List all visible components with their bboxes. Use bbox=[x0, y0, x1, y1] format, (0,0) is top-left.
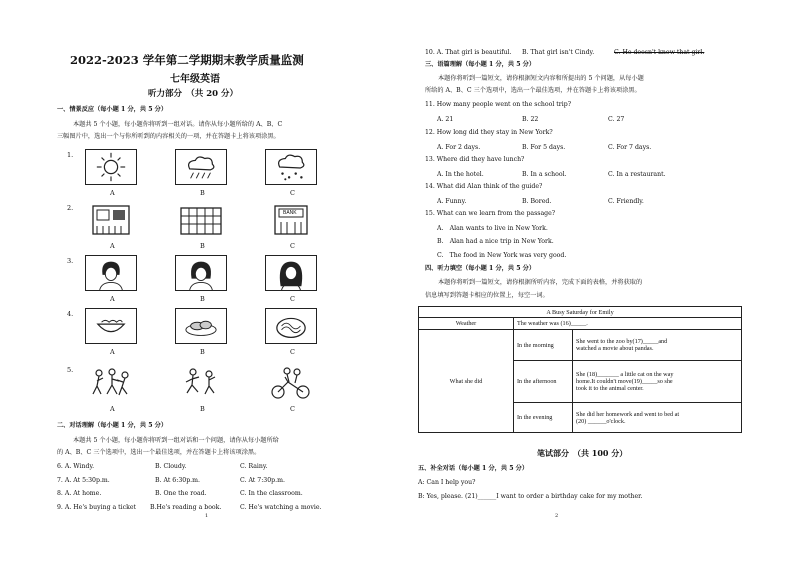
section1-instruction: 本题共 5 个小题，每小题你将听到一组对话。请你从每小题所给的 A、B、C bbox=[73, 121, 283, 128]
section2-instruction: 本题共 5 个小题，每小题你将听到一组对话和一个问题，请你从每小题所给 bbox=[73, 437, 279, 444]
option-label: B bbox=[200, 242, 205, 250]
question-option: C. Friendly. bbox=[608, 198, 644, 205]
option-label: C bbox=[290, 242, 295, 250]
table-cell-line: (20) ______o'clock. bbox=[576, 417, 626, 425]
question-option: B.He's reading a book. bbox=[150, 504, 222, 511]
option-label: C bbox=[290, 189, 295, 197]
question-option: 7. A. At 5:30p.m. bbox=[57, 477, 110, 484]
question-option: C. In the classroom. bbox=[240, 490, 303, 497]
section3-instruction: 本题你将听到一篇短文，请你根据短文内容和所提出的 5 个问题，从每小题 bbox=[438, 75, 644, 82]
question-option: C. In a restaurant. bbox=[608, 171, 666, 178]
question-option: B. 22 bbox=[522, 116, 539, 123]
people-cycling-icon bbox=[265, 364, 317, 400]
question-number: 2. bbox=[67, 204, 74, 212]
dialog-line: B: Yes, please. (21)______I want to order a birthday cake for my mother. bbox=[418, 493, 643, 500]
table-row-label: What she did bbox=[419, 330, 514, 433]
rain-cloud-icon bbox=[175, 149, 227, 185]
woman-long-hair-icon bbox=[265, 255, 317, 291]
table-cell bbox=[573, 403, 742, 433]
table-title: A Busy Saturday for Emily bbox=[419, 307, 742, 318]
section1-instruction: 三幅图片中，选出一个与你所听到的内容相关的一项，并在答题卡上将该项涂黑。 bbox=[57, 133, 280, 140]
question-text: 12. How long did they stay in New York? bbox=[425, 129, 553, 136]
question-text: 11. How many people went on the school trip? bbox=[425, 101, 572, 108]
gift-shop-icon bbox=[85, 202, 137, 238]
question-option: B. One the road. bbox=[155, 490, 207, 497]
option-label: B bbox=[200, 189, 205, 197]
question-option: B. That girl isn't Cindy. bbox=[522, 49, 595, 56]
bank-sign: BANK bbox=[283, 210, 297, 216]
table-cell-line: She went to the zoo by(17)_____and bbox=[576, 338, 668, 345]
table-row-label: In the afternoon bbox=[514, 361, 573, 403]
written-part-heading: 笔试部分 （共 100 分） bbox=[537, 448, 628, 458]
option-label: B bbox=[200, 295, 205, 303]
table-cell-line: She (18)_______ a little cat on the way bbox=[576, 371, 674, 378]
sun-icon bbox=[85, 149, 137, 185]
question-text: 15. What can we learn from the passage? bbox=[425, 210, 556, 217]
question-option: A. 21 bbox=[437, 116, 454, 123]
woman-bob-hair-icon bbox=[175, 255, 227, 291]
option-label: C bbox=[290, 295, 295, 303]
section4-heading: 四、听力填空（每小题 1 分，共 5 分） bbox=[425, 265, 536, 272]
question-option: A. Funny. bbox=[437, 198, 467, 205]
table-cell: The weather was (16)_____. bbox=[514, 318, 742, 330]
page-number: 1 bbox=[205, 513, 209, 519]
question-option: C. 27 bbox=[608, 116, 625, 123]
option-label: B bbox=[200, 348, 205, 356]
school-building-icon bbox=[175, 202, 227, 238]
question-option: C. He doesn't know that girl. bbox=[614, 49, 705, 56]
option-label: A bbox=[110, 295, 115, 303]
table-cell-line: took it to the animal center. bbox=[576, 385, 644, 392]
option-label: A bbox=[110, 348, 115, 356]
question-option: B. In a school. bbox=[522, 171, 567, 178]
bank-building-icon bbox=[265, 202, 317, 238]
table-row-label: In the morning bbox=[514, 330, 573, 361]
listening-heading: 听力部分 （共 20 分） bbox=[148, 89, 238, 99]
people-running-icon bbox=[175, 364, 227, 400]
question-option: A. In the hotel. bbox=[437, 171, 484, 178]
table-cell-line: watched a movie about pandas. bbox=[576, 345, 654, 352]
bowl-icon bbox=[85, 308, 137, 344]
option-label: C bbox=[290, 348, 295, 356]
question-option: B. Cloudy. bbox=[155, 463, 187, 470]
option-label: B bbox=[200, 405, 205, 413]
question-number: 5. bbox=[67, 366, 74, 374]
table-cell bbox=[573, 330, 742, 361]
question-option: C. At 7:30p.m. bbox=[240, 477, 285, 484]
crowd-scene-icon bbox=[85, 364, 137, 400]
exam-subtitle: 七年级英语 bbox=[170, 74, 220, 85]
question-text: 14. What did Alan think of the guide? bbox=[425, 183, 543, 190]
info-table bbox=[418, 306, 742, 433]
question-number: 4. bbox=[67, 310, 74, 318]
question-option: 10. A. That girl is beautiful. bbox=[425, 49, 512, 56]
table-row-label: In the evening bbox=[514, 403, 573, 433]
question-option: C. For 7 days. bbox=[608, 144, 652, 151]
page-number: 2 bbox=[555, 513, 559, 519]
option-label: A bbox=[110, 242, 115, 250]
question-option: C. He's watching a movie. bbox=[240, 504, 322, 511]
exam-title: 2022-2023 学年第二学期期末教学质量监测 bbox=[70, 53, 304, 67]
table-row-label: Weather bbox=[419, 318, 514, 330]
snow-cloud-icon bbox=[265, 149, 317, 185]
section3-instruction: 所给的 A、B、C 三个选项中，选出一个最佳选项，并在答题卡上将该项涂黑。 bbox=[425, 87, 641, 94]
option-label: A bbox=[110, 405, 115, 413]
dialog-line: A: Can I help you? bbox=[418, 479, 476, 486]
question-option: 9. A. He's buying a ticket bbox=[57, 504, 136, 511]
question-option: B. Bored. bbox=[522, 198, 552, 205]
woman-short-hair-icon bbox=[85, 255, 137, 291]
option-label: A bbox=[110, 189, 115, 197]
section1-heading: 一、情景反应（每小题 1 分，共 5 分） bbox=[57, 106, 168, 113]
table-cell-line: She did her homework and went to bed at bbox=[576, 410, 680, 418]
question-option: A. Alan wants to live in New York. bbox=[437, 225, 548, 232]
question-option: B. At 6:30p.m. bbox=[155, 477, 200, 484]
question-option: 6. A. Windy. bbox=[57, 463, 95, 470]
question-option: B. For 5 days. bbox=[522, 144, 566, 151]
question-number: 3. bbox=[67, 257, 74, 265]
question-option: C. Rainy. bbox=[240, 463, 268, 470]
section2-instruction: 的 A、B、C 三个选项中，选出一个最佳选项，并在答题卡上将该项涂黑。 bbox=[57, 449, 261, 456]
section3-heading: 三、语篇理解（每小题 1 分，共 5 分） bbox=[425, 61, 536, 68]
table-cell bbox=[573, 361, 742, 403]
question-text: 13. Where did they have lunch? bbox=[425, 156, 525, 163]
bread-plate-icon bbox=[175, 308, 227, 344]
question-option: B. Alan had a nice trip in New York. bbox=[437, 238, 554, 245]
option-label: C bbox=[290, 405, 295, 413]
question-option: 8. A. At home. bbox=[57, 490, 102, 497]
section4-instruction: 本题你将听到一篇短文，请你根据所听内容，完成下面的表格，并将获取的 bbox=[438, 279, 643, 286]
section5-heading: 五、补全对话（每小题 1 分，共 5 分） bbox=[418, 465, 529, 472]
table-cell-line: home.It couldn't move(19)_____so she bbox=[576, 378, 673, 385]
section4-instruction: 信息填写到答题卡相应的位置上，每空一词。 bbox=[425, 292, 549, 299]
question-option: A. For 2 days. bbox=[437, 144, 481, 151]
noodle-plate-icon bbox=[265, 308, 317, 344]
section2-heading: 二、对话理解（每小题 1 分，共 5 分） bbox=[57, 422, 168, 429]
question-option: C. The food in New York was very good. bbox=[437, 252, 567, 259]
question-number: 1. bbox=[67, 151, 74, 159]
